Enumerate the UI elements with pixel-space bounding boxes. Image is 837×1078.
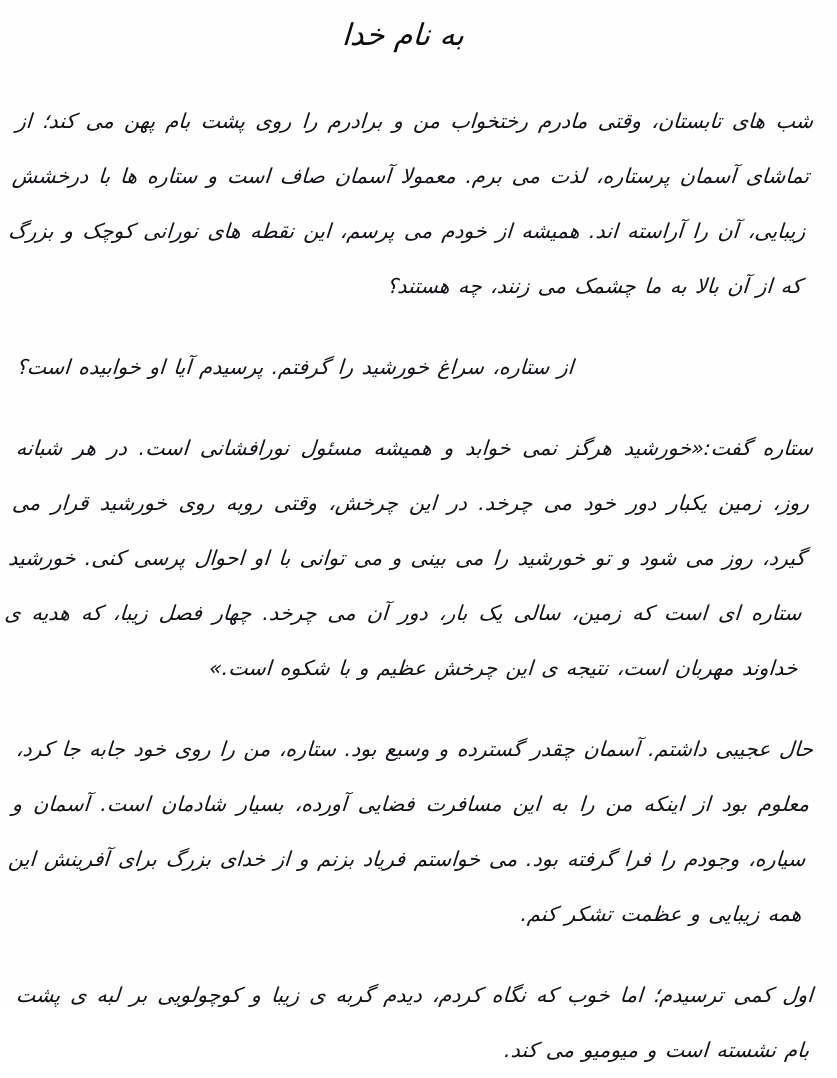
paragraph-1: شب های تابستان، وقتی مادرم رختخواب من و برادرم را روی پشت بام پهن می کند؛ از تماشای آسمان پرستاره، لذت می برم. معمولا آسمان صاف است و ستاره ها با درخشش زیبایی، آن را آراسته اند. همیشه از خودم می پرسم، این نقطه های نورانی کوچک و بزرگ که از آن بالا به ما چشمک می زنند، چه هستند؟: [7, 109, 814, 298]
paragraph-5: اول کمی ترسیدم؛ اما خوب که نگاه کردم، دیدم گربه ی زیبا و کوچولویی بر لبه ی پشت بام نشسته است و میومیو می کند.: [15, 983, 814, 1062]
paragraph-3: ستاره گفت:«خورشید هرگز نمی خوابد و همیشه مسئول نورافشانی است. در هر شبانه روز، زمین یکبار دور خود می چرخد. در این چرخش، وقتی روبه روی خورشید قرار می گیرد، روز می شود و تو خورشید را می بینی و می توانی با او احوال پرسی کنی. خورشید ستاره ای است که زمین، سالی یک بار، دور آن می چرخد. چهار فصل زیبا، که هدیه ی خداوند مهربان است، نتیجه ی این چرخش عظیم و با شکوه است.»: [3, 436, 814, 680]
page-title: به نام خدا: [341, 18, 466, 53]
paragraph-4: حال عجیبی داشتم. آسمان چقدر گسترده و وسیع بود. ستاره، من را روی خود جابه جا کرد، معلوم بود از اینکه من را به این مسافرت فضایی آورده، بسیار شادمان است. آسمان و سیاره، وجودم را فرا گرفته بود. می خواستم فریاد بزنم و از خدای بزرگ برای آفرینش این همه زیبایی و عظمت تشکر کنم.: [7, 737, 814, 926]
document-body: [0, 54, 837, 1078]
paragraph-2: از ستاره، سراغ خورشید را گرفتم. پرسیدم آیا او خوابیده است؟: [15, 355, 575, 379]
